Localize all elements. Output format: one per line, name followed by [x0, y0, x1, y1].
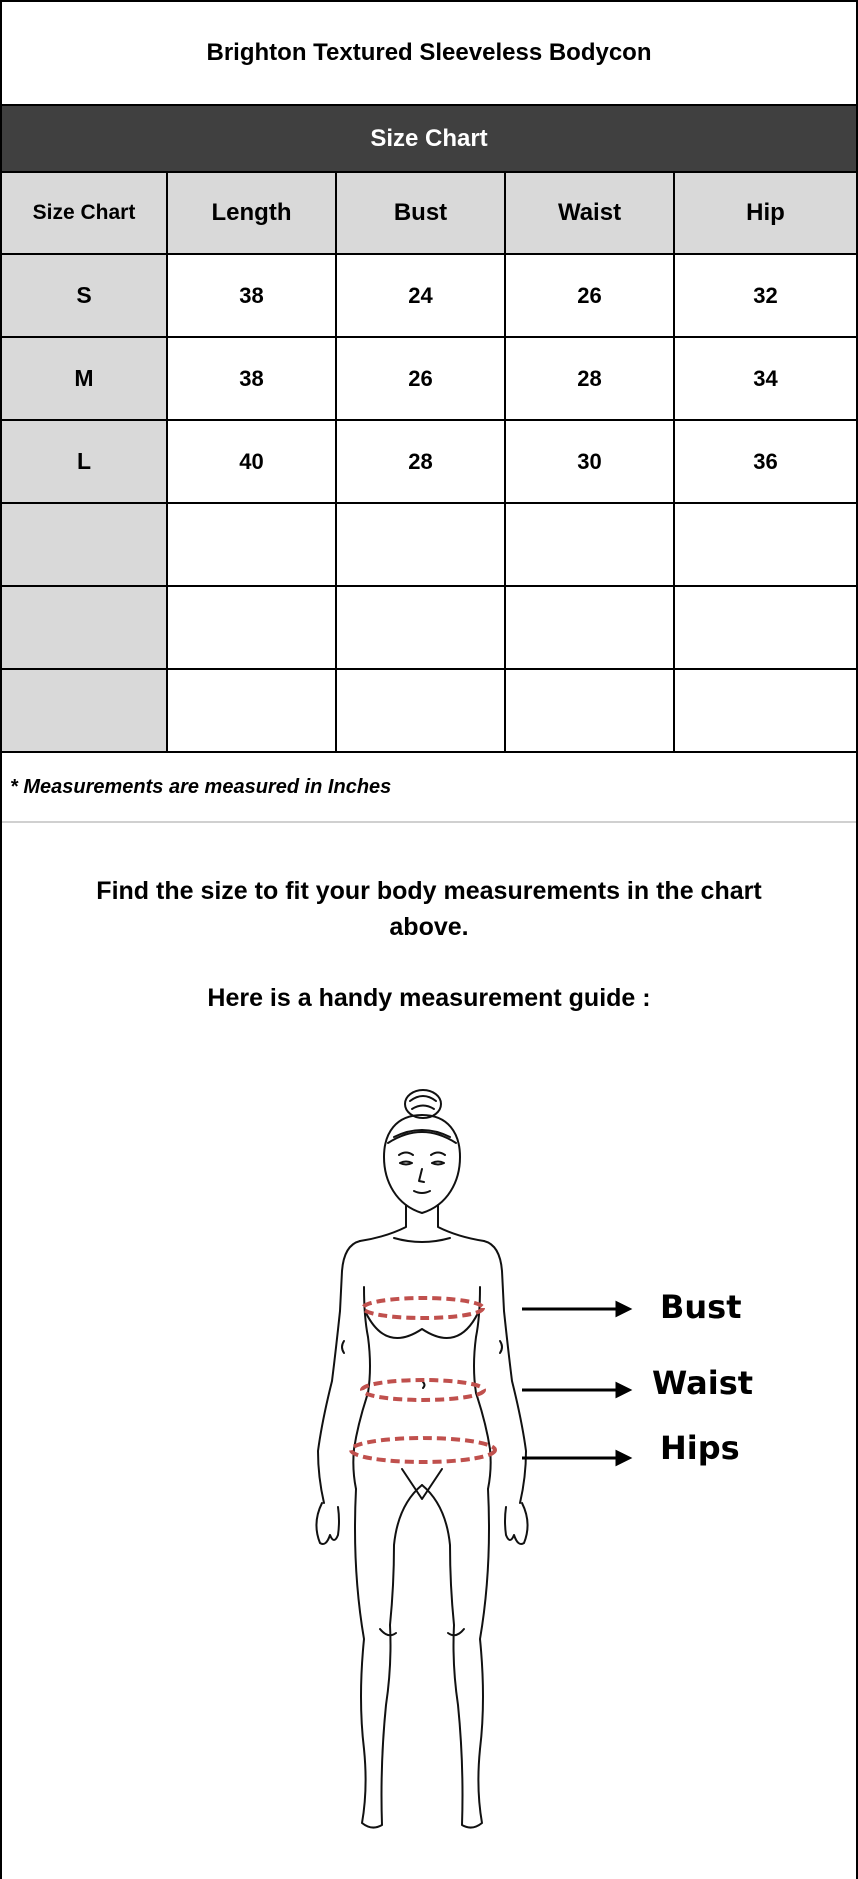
size-table	[2, 173, 856, 753]
size-label	[2, 503, 167, 586]
table-cell: 26	[336, 337, 505, 420]
table-cell	[167, 503, 336, 586]
hips-label: Hips	[660, 1429, 740, 1467]
size-label: S	[2, 254, 167, 337]
measurement-unit-note: * Measurements are measured in Inches	[2, 753, 856, 823]
table-cell: 24	[336, 254, 505, 337]
table-cell: 40	[167, 420, 336, 503]
table-cell: 28	[336, 420, 505, 503]
table-cell	[674, 586, 856, 669]
table-cell	[336, 503, 505, 586]
column-header: Waist	[505, 173, 674, 254]
table-header-row	[2, 173, 856, 254]
table-cell	[336, 669, 505, 752]
table-row	[2, 669, 856, 752]
table-row	[2, 586, 856, 669]
table-cell	[674, 669, 856, 752]
column-header: Bust	[336, 173, 505, 254]
measurement-guide-figure	[2, 1077, 856, 1867]
size-label: M	[2, 337, 167, 420]
table-row	[2, 254, 856, 337]
guide-intro-text: Find the size to fit your body measurements in the chart above.	[96, 877, 762, 941]
table-cell	[505, 503, 674, 586]
size-chart-banner: Size Chart	[2, 106, 856, 173]
table-row	[2, 337, 856, 420]
body-outline-illustration	[2, 1077, 856, 1867]
table-cell: 26	[505, 254, 674, 337]
table-cell: 34	[674, 337, 856, 420]
table-row	[2, 420, 856, 503]
column-header: Size Chart	[2, 173, 167, 254]
size-label	[2, 586, 167, 669]
waist-label: Waist	[652, 1364, 754, 1402]
table-cell: 28	[505, 337, 674, 420]
table-cell	[336, 586, 505, 669]
size-label: L	[2, 420, 167, 503]
column-header: Hip	[674, 173, 856, 254]
table-cell: 38	[167, 254, 336, 337]
bust-label: Bust	[660, 1288, 742, 1326]
table-cell	[167, 669, 336, 752]
table-cell	[167, 586, 336, 669]
table-cell	[505, 669, 674, 752]
table-cell: 36	[674, 420, 856, 503]
size-label	[2, 669, 167, 752]
product-title: Brighton Textured Sleeveless Bodycon	[2, 2, 856, 106]
table-row	[2, 503, 856, 586]
table-cell: 30	[505, 420, 674, 503]
table-cell	[505, 586, 674, 669]
table-cell: 38	[167, 337, 336, 420]
table-cell: 32	[674, 254, 856, 337]
column-header: Length	[167, 173, 336, 254]
table-cell	[674, 503, 856, 586]
guide-heading: Here is a handy measurement guide :	[207, 984, 651, 1012]
